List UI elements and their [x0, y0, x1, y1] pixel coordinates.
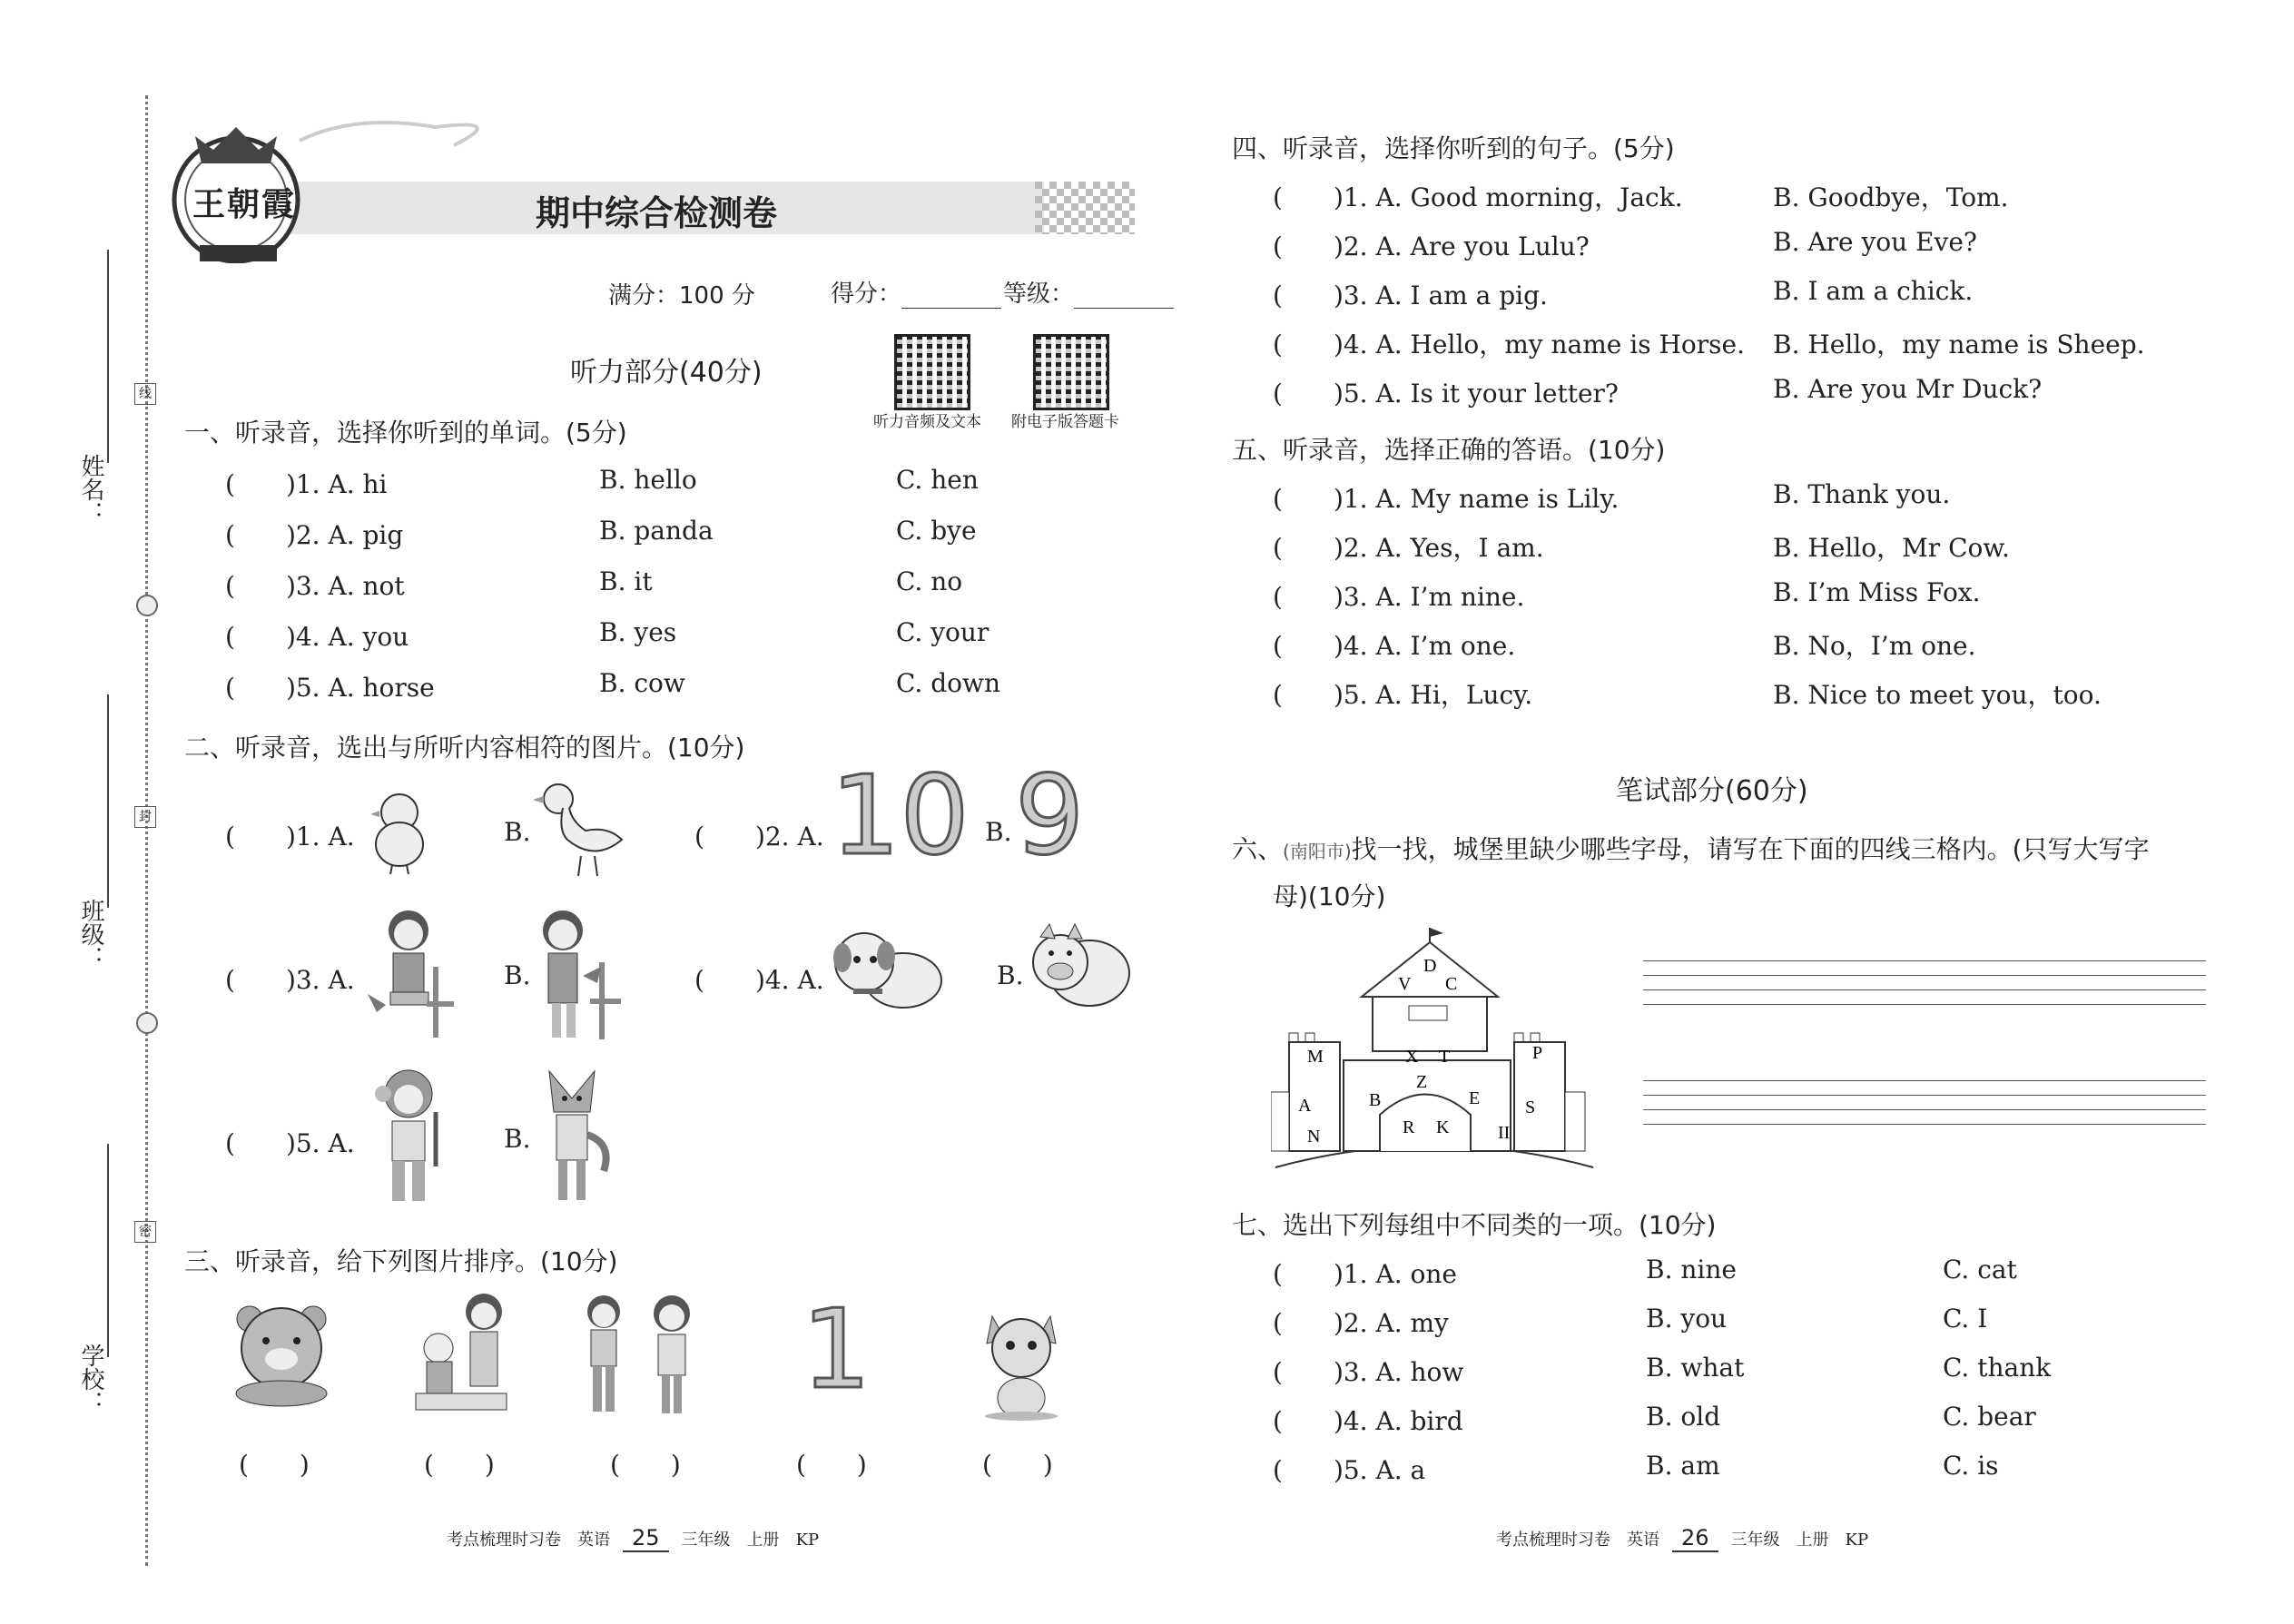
seal-mark-3: 密 [134, 1221, 156, 1243]
castle-letter: X [1405, 1047, 1419, 1067]
score-field[interactable] [831, 275, 1001, 309]
list-item: ( )2. A. Yes，I am. [1273, 533, 1544, 563]
answer-blank[interactable]: ( [225, 673, 286, 703]
answer-blank[interactable]: ( [694, 965, 755, 995]
answer-blank[interactable]: ( [225, 520, 286, 550]
option-b-label: B. [985, 817, 1012, 847]
binding-hole [136, 595, 158, 616]
castle-letter: P [1532, 1043, 1543, 1063]
answer-blank[interactable]: ( [694, 822, 755, 851]
list-item: ( )3. A. I am a pig. [1273, 281, 1548, 310]
written-title: 笔试部分(60分) [1616, 775, 1808, 807]
option-b: B. it [599, 566, 653, 596]
list-item: ( )5. A. Hi，Lucy. [1273, 680, 1533, 710]
section3-heading: 三、听录音，给下列图片排序。(10分) [184, 1246, 618, 1276]
boy-and-girl-picture [567, 1284, 713, 1421]
girl-sitting-picture [350, 903, 463, 1039]
section2-heading: 二、听录音，选出与所听内容相符的图片。(10分) [184, 733, 745, 763]
list-item: ( )3. A. I’m nine. [1273, 582, 1525, 612]
answer-blank[interactable]: ( [1273, 533, 1334, 563]
list-item: ( )2. A. [694, 822, 824, 851]
castle-letter: T [1439, 1047, 1451, 1067]
section6-heading: 六、(南阳市)找一找，城堡里缺少哪些字母，请写在下面的四线三格内。(只写大写字 [1232, 834, 2150, 864]
option-c: C. thank [1943, 1353, 2052, 1383]
bear-picture [222, 1303, 340, 1407]
list-item: ( )5. A. [225, 1128, 355, 1158]
teacher-and-kids-picture [407, 1284, 525, 1421]
monkey-picture [363, 1067, 463, 1207]
footer-left [447, 1525, 819, 1552]
answer-blank[interactable]: ( [1273, 582, 1334, 612]
option-b: B. what [1646, 1353, 1745, 1383]
option-b-label: B. [997, 960, 1024, 990]
option-b: B. hello [599, 465, 697, 495]
section4-heading: 四、听录音，选择你听到的句子。(5分) [1232, 133, 1675, 163]
option-b: B. No，I’m one. [1773, 631, 1976, 661]
castle-letter: Z [1416, 1072, 1428, 1092]
castle-letter: B [1369, 1090, 1382, 1110]
duck-picture [531, 776, 626, 881]
list-item: ( )4. A. bird [1273, 1406, 1463, 1436]
castle-letter: V [1398, 974, 1412, 994]
answer-blank[interactable]: ( [225, 622, 286, 652]
option-b: B. I am a chick. [1773, 276, 1974, 306]
answer-blank[interactable]: ( [1273, 1455, 1334, 1485]
option-c: C. bear [1943, 1402, 2036, 1432]
answer-blank[interactable]: ( [1273, 281, 1334, 310]
castle-letter: C [1445, 974, 1458, 994]
list-item: ( )4. A. you [225, 622, 409, 652]
option-b: B. I’m Miss Fox. [1773, 577, 1981, 607]
list-item: ( )4. A. [694, 965, 824, 995]
option-b: B. Are you Mr Duck? [1773, 374, 2043, 404]
answer-blank[interactable]: ( [1273, 182, 1334, 212]
option-b: B. Are you Eve? [1773, 227, 1977, 257]
answer-blank[interactable]: ( [225, 965, 286, 995]
page-number: 26 [1672, 1525, 1718, 1552]
answer-blank[interactable]: ( [1273, 631, 1334, 661]
qr-code-answer-card[interactable] [1033, 334, 1109, 410]
class-blank [107, 694, 109, 908]
option-c: C. is [1943, 1451, 1999, 1481]
cat-picture [976, 1307, 1067, 1421]
option-c: C. I [1943, 1304, 1988, 1334]
option-b: B. cow [599, 668, 685, 698]
school-blank [107, 1144, 109, 1357]
option-b: B. Thank you. [1773, 479, 1951, 509]
list-item: ( )3. A. [225, 965, 355, 995]
option-b-label: B. [504, 817, 531, 847]
answer-blank[interactable]: ( [225, 571, 286, 601]
answer-blank[interactable]: ( [1273, 680, 1334, 710]
option-c: C. bye [896, 516, 977, 546]
name-blank [107, 250, 109, 463]
list-item: ( )3. A. not [225, 571, 405, 601]
option-b-label: B. [504, 1124, 531, 1154]
list-item: ( )5. A. a [1273, 1455, 1426, 1485]
castle-letter: M [1307, 1047, 1324, 1067]
castle-letter: R [1403, 1117, 1415, 1137]
name-label: 姓名： [77, 454, 104, 525]
castle-letter: D [1423, 956, 1437, 976]
answer-blank[interactable]: ( [225, 822, 286, 851]
full-score: 满分：100 分 [608, 282, 755, 310]
list-item: ( )1. A. Good morning，Jack. [1273, 182, 1683, 212]
castle-letter: K [1436, 1117, 1450, 1137]
qr1-caption: 听力音频及文本 [873, 413, 981, 430]
seal-mark-1: 线 [134, 383, 156, 405]
section7-heading: 七、选出下列每组中不同类的一项。(10分) [1232, 1210, 1717, 1240]
school-label: 学校： [77, 1343, 104, 1414]
option-c: C. hen [896, 465, 979, 495]
list-item: ( )2. A. my [1273, 1308, 1449, 1338]
answer-blank[interactable]: ( [1273, 330, 1334, 359]
castle-letter: E [1469, 1088, 1481, 1108]
option-c: C. no [896, 566, 963, 596]
pig-picture [1024, 917, 1133, 1021]
answer-blank[interactable]: ( [225, 1128, 286, 1158]
option-b-label: B. [504, 960, 531, 990]
grade-field[interactable] [1003, 275, 1174, 309]
section5-heading: 五、听录音，选择正确的答语。(10分) [1232, 435, 1666, 465]
option-b: B. panda [599, 516, 714, 546]
option-b: B. Goodbye，Tom. [1773, 182, 2009, 212]
number-10-picture: 10 [831, 753, 970, 880]
list-item: ( )4. A. I’m one. [1273, 631, 1516, 661]
answer-blank[interactable]: ( [1273, 379, 1334, 408]
option-b: B. yes [599, 617, 677, 647]
list-item: ( )3. A. how [1273, 1357, 1464, 1387]
option-c: C. your [896, 617, 989, 647]
order-blank-2[interactable]: ( ) [424, 1450, 495, 1480]
footer-right [1496, 1525, 1868, 1552]
fox-picture [531, 1062, 613, 1207]
four-line-grid-1[interactable] [1643, 960, 2206, 1019]
option-c: C. cat [1943, 1255, 2017, 1284]
footer-grade: 三年级 上册 KP [1730, 1530, 1869, 1550]
list-item: ( )1. A. My name is Lily. [1273, 484, 1620, 514]
answer-blank[interactable]: ( [225, 469, 286, 499]
logo-text: 王朝霞 [192, 186, 297, 223]
section1-heading: 一、听录音，选择你听到的单词。(5分) [184, 418, 627, 448]
list-item: ( )1. A. [225, 822, 355, 851]
number-1-picture: 1 [802, 1287, 871, 1413]
answer-blank[interactable]: ( [1273, 1259, 1334, 1289]
girl-standing-picture [527, 903, 626, 1044]
seal-mark-2: 封 [134, 806, 156, 828]
footer-book-title: 考点梳理时习卷 英语 [1496, 1530, 1659, 1550]
answer-blank[interactable]: ( [1273, 1406, 1334, 1436]
option-b: B. Hello，my name is Sheep. [1773, 330, 2145, 359]
answer-blank[interactable]: ( [1273, 484, 1334, 514]
city-tag: (南阳市) [1283, 841, 1352, 862]
section6-heading-cont: 母)(10分) [1273, 881, 1386, 911]
listening-title: 听力部分(40分) [570, 357, 763, 389]
order-blank-1[interactable]: ( ) [239, 1450, 310, 1480]
list-item: ( )2. A. pig [225, 520, 404, 550]
page-number: 25 [623, 1525, 669, 1552]
option-c: C. down [896, 668, 1001, 698]
castle-picture [1271, 924, 1598, 1174]
option-b: B. you [1646, 1304, 1728, 1334]
castle-letter: N [1307, 1127, 1321, 1147]
score-label: 得分： [831, 281, 902, 308]
answer-blank[interactable]: ( [1273, 231, 1334, 261]
list-item: ( )5. A. Is it your letter? [1273, 379, 1619, 408]
list-item: ( )1. A. one [1273, 1259, 1457, 1289]
grade-label: 等级： [1003, 281, 1075, 308]
dog-picture [826, 921, 949, 1021]
order-blank-3[interactable]: ( ) [610, 1450, 681, 1480]
option-b: B. Hello，Mr Cow. [1773, 533, 2010, 563]
four-line-grid-2[interactable] [1643, 1080, 2206, 1138]
page-title: 期中综合检测卷 [536, 193, 778, 233]
list-item: ( )4. A. Hello，my name is Horse. [1273, 330, 1745, 359]
option-b: B. nine [1646, 1255, 1737, 1284]
option-b: B. Nice to meet you，too. [1773, 680, 2102, 710]
binding-hole [136, 1012, 158, 1034]
list-item: ( )1. A. hi [225, 469, 388, 499]
qr-code-audio[interactable] [894, 334, 970, 410]
order-blank-5[interactable]: ( ) [982, 1450, 1053, 1480]
order-blank-4[interactable]: ( ) [796, 1450, 867, 1480]
footer-grade: 三年级 上册 KP [681, 1530, 820, 1550]
answer-blank[interactable]: ( [1273, 1357, 1334, 1387]
qr2-caption: 附电子版答题卡 [1011, 413, 1119, 430]
option-b: B. am [1646, 1451, 1720, 1481]
chick-picture [363, 785, 436, 876]
footer-book-title: 考点梳理时习卷 英语 [447, 1530, 610, 1550]
list-item: ( )5. A. horse [225, 673, 435, 703]
castle-letter: S [1525, 1097, 1536, 1117]
answer-blank[interactable]: ( [1273, 1308, 1334, 1338]
class-label: 班级： [77, 899, 104, 969]
number-9-picture: 9 [1015, 753, 1085, 880]
option-b: B. old [1646, 1402, 1721, 1432]
binding-dotted-line [145, 95, 148, 1566]
castle-letter: A [1298, 1096, 1312, 1116]
castle-letter: II [1498, 1123, 1511, 1143]
list-item: ( )2. A. Are you Lulu? [1273, 231, 1590, 261]
